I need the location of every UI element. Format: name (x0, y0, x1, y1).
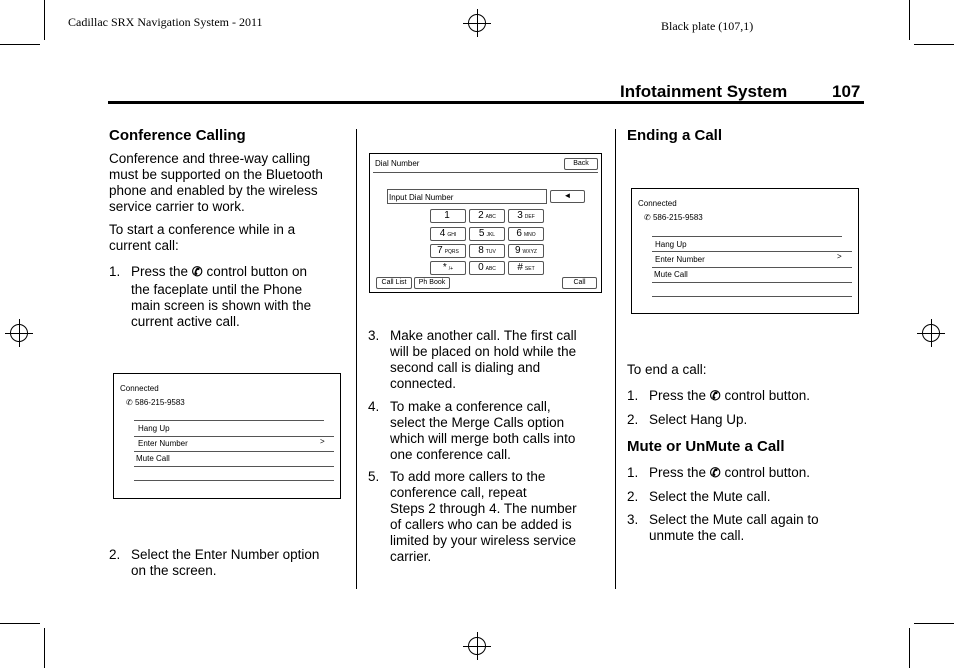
key-4: 4 GHI (430, 227, 466, 241)
menu-item-enter-number: Enter Number (655, 255, 705, 264)
menu-item-mute-call: Mute Call (654, 270, 688, 279)
crop-mark (909, 0, 910, 40)
phonebook-button: Ph Book (414, 277, 450, 289)
section-title: Infotainment System (620, 82, 788, 101)
list-item: 1. Press the ✆ control button. (627, 388, 811, 403)
list-item: 2. Select the Mute call. (627, 489, 771, 504)
key-5: 5 JKL (469, 227, 505, 241)
crop-mark (0, 44, 40, 45)
key-star: * /+ (430, 261, 466, 275)
key-6: 6 MNO (508, 227, 544, 241)
list-item: 3. Make another call. The first call will be placed on hold while the second call is dialing and connected. (368, 328, 577, 391)
menu-item-hang-up: Hang Up (655, 240, 687, 249)
crop-mark (914, 44, 954, 45)
chevron-right-icon: > (320, 437, 325, 446)
paragraph: To end a call: (627, 362, 707, 377)
paragraph: Conference and three-way calling must be supported on the Bluetooth phone and enabled by the wireless service carrier to work. (109, 151, 323, 214)
crop-mark (44, 0, 45, 40)
key-8: 8 TUV (469, 244, 505, 258)
key-3: 3 DEF (508, 209, 544, 223)
phone-handset-icon: ✆ (191, 264, 203, 279)
list-item: 5. To add more callers to the conference call, repeat Steps 2 through 4. The number of callers who can be added is limited by your wireless service carrier. (368, 469, 577, 564)
key-9: 9 WXYZ (508, 244, 544, 258)
list-item: 2. Select the Enter Number option on the screen. (109, 547, 320, 578)
column-divider (356, 129, 357, 589)
crop-mark (914, 623, 954, 624)
registration-mark-icon (917, 319, 945, 347)
list-item: 2. Select Hang Up. (627, 412, 748, 427)
key-0: 0 ABC (469, 261, 505, 275)
print-header-left: Cadillac SRX Navigation System - 2011 (68, 15, 263, 29)
list-item: 1. Press the ✆ control button on the faceplate until the Phone main screen is shown with the current active call. (109, 264, 312, 329)
list-item: 1. Press the ✆ control button. (627, 465, 811, 480)
call-list-button: Call List (376, 277, 412, 289)
phone-number: ✆ 586-215-9583 (644, 213, 703, 222)
list-item: 3. Select the Mute call again to unmute the call. (627, 512, 819, 543)
backspace-icon: ◄ (550, 190, 585, 203)
phone-icon: ✆ (126, 398, 133, 407)
crop-mark (44, 628, 45, 668)
key-7: 7 PQRS (430, 244, 466, 258)
crop-mark (909, 628, 910, 668)
call-status: Connected (120, 384, 159, 393)
call-status: Connected (638, 199, 677, 208)
menu-item-mute-call: Mute Call (136, 454, 170, 463)
registration-mark-icon (5, 319, 33, 347)
paragraph: To start a conference while in a current call: (109, 222, 296, 253)
call-button: Call (562, 277, 597, 289)
back-button: Back (564, 158, 598, 170)
menu-item-hang-up: Hang Up (138, 424, 170, 433)
key-2: 2 ABC (469, 209, 505, 223)
heading-ending-a-call: Ending a Call (627, 127, 723, 144)
phone-handset-icon: ✆ (709, 388, 721, 403)
phone-handset-icon: ✆ (709, 465, 721, 480)
crop-mark (0, 623, 40, 624)
input-dial-number-field: Input Dial Number (389, 193, 454, 202)
dial-number-title: Dial Number (375, 159, 420, 168)
key-1: 1 (430, 209, 466, 223)
registration-mark-icon (463, 632, 491, 660)
phone-screen-illustration (113, 373, 341, 499)
header-rule (108, 101, 864, 104)
registration-mark-icon (463, 9, 491, 37)
phone-number: ✆ 586-215-9583 (126, 398, 185, 407)
phone-icon: ✆ (644, 213, 651, 222)
print-header-right: Black plate (107,1) (661, 19, 754, 33)
dial-number-screen-illustration (369, 153, 602, 293)
key-hash: # SET (508, 261, 544, 275)
menu-item-enter-number: Enter Number (138, 439, 188, 448)
chevron-right-icon: > (837, 252, 842, 261)
page-number: 107 (832, 82, 861, 101)
heading-mute-unmute: Mute or UnMute a Call (627, 438, 785, 455)
phone-screen-illustration (631, 188, 859, 314)
heading-conference-calling: Conference Calling (109, 127, 246, 144)
list-item: 4. To make a conference call, select the Merge Calls option which will merge both calls into one conference call. (368, 399, 576, 462)
column-divider (615, 129, 616, 589)
